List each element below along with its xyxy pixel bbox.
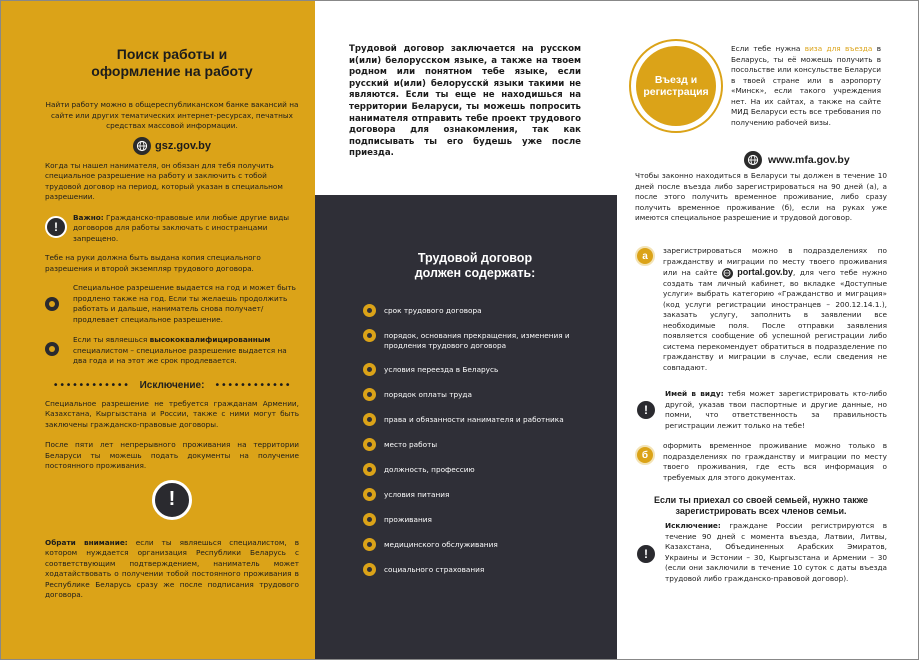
dots-left: •••••••••••• <box>52 379 130 391</box>
visa-paragraph <box>731 44 881 128</box>
globe-icon <box>744 151 762 169</box>
badge-line-1: Въезд и <box>654 73 698 86</box>
contract-language-section <box>315 1 617 195</box>
target-bullet-icon <box>363 304 376 317</box>
job-search-column <box>1 1 315 660</box>
target-bullet-icon <box>363 538 376 551</box>
list-item: срок трудового договора <box>363 305 587 317</box>
target-bullet-icon <box>363 363 376 376</box>
list-item: порядок, основания прекращения, изменения и продления трудового договора <box>363 330 587 351</box>
attention-paragraph <box>45 538 299 601</box>
target-bullet-icon <box>363 488 376 501</box>
highly-qualified-text <box>73 335 299 367</box>
badge-line-2: регистрация <box>643 86 709 98</box>
legal-stay-paragraph: Чтобы законно находиться в Беларуси ты должен в течение 10 дней после въезда либо зарегистрироваться на 90 дней (а), а после этого получить временное проживание, либо сразу получить временное проживание (б), если на руках уже имеются специальное разрешение и трудовой договор. <box>635 171 887 222</box>
list-item: должность, профессию <box>363 464 587 476</box>
hq-suffix: специалистом – специальное разрешение выдается на два года и на этот же срок продлевается. <box>73 345 287 365</box>
list-item: условия переезда в Беларусь <box>363 364 587 376</box>
target-bullet-icon <box>363 438 376 451</box>
globe-icon <box>133 137 151 155</box>
important-text <box>73 213 299 245</box>
title-line-1: Поиск работы и <box>116 46 228 62</box>
dots-right: •••••••••••• <box>214 379 292 391</box>
hq-bold: высококвалифицированным <box>149 335 271 344</box>
option-b-text: оформить временное проживание можно только в подразделениях по гражданству и миграции по месту твоего проживания, где есть вся информация о требуемых для этого документах. <box>663 441 887 482</box>
list-item: порядок оплаты труда <box>363 389 587 401</box>
exclamation-icon: ! <box>45 216 67 238</box>
job-search-intro: Найти работу можно в общереспубликанском банке вакансий на сайте или других тематических интернет-ресурсах, печатных средствах массовой информации. <box>45 100 299 130</box>
visa-prefix: Если тебе нужна <box>731 44 805 53</box>
target-bullet-icon <box>363 329 376 342</box>
list-item: социального страхования <box>363 564 587 576</box>
list-item: права и обязанности нанимателя и работника <box>363 414 587 426</box>
five-years-paragraph: После пяти лет непрерывного проживания на территории Беларуси ты можешь подать документы на получение постоянного проживания. <box>45 440 299 470</box>
gsz-site-link[interactable] <box>45 137 299 155</box>
important-body: Гражданско-правовые или любые другие виды договоров для работы заключать с иностранцами запрещено. <box>73 212 290 243</box>
job-search-title <box>45 46 299 80</box>
attention-body: если ты являешься специалистом, в котором нуждается организация Республики Беларусь с соответствующим подтверждением, наниматель может ходатайствовать о получении тобой постоянного проживания в Республике Беларусь сразу же после подписания трудового договора. <box>45 537 299 599</box>
permit-year-item <box>45 283 299 325</box>
letter-a-badge: а <box>635 246 655 266</box>
highly-qualified-item <box>45 335 299 367</box>
option-a-text: зарегистрироваться можно в подразделениях по гражданству и миграции по месту твоего проживания или на сайте portal.gov.by, для чего тебе нужно создать там личный кабинет, во вкладке «Доступные услуги» выбрать категорию «Гражданство и миграция» (код услуги регистрации иностранцев – 200.12.14.1.), заказать услугу, заполнить в заявлении все необходимые поля. После отправки заявления появляется сообщение об успешной регистрации либо система перекомендует обратиться в подразделение по гражданству и миграции в случае, если сведения не совпадают. <box>663 246 888 372</box>
contents-title-line-2: должен содержать: <box>414 266 536 280</box>
contract-contents-section <box>315 195 617 660</box>
permit-year-text: Специальное разрешение выдается на год и может быть продлено также на год. Если ты желаешь продолжить работать и дальше, наниматель снова получает/продлевает специальное разрешение. <box>73 283 296 324</box>
title-line-2: оформление на работу <box>91 63 253 79</box>
registration-exception <box>635 521 887 584</box>
contents-title-line-1: Трудовой договор <box>417 251 533 265</box>
family-registration-heading: Если ты приехал со своей семьей, нужно также зарегистрировать всех членов семьи. <box>653 495 869 516</box>
target-bullet-icon <box>45 342 59 356</box>
keep-in-mind-text <box>665 389 887 431</box>
list-item: условия питания <box>363 489 587 501</box>
registration-exception-text <box>665 521 887 584</box>
target-bullet-icon <box>363 388 376 401</box>
portal-link[interactable]: portal.gov.by <box>737 267 794 277</box>
contract-language-text: Трудовой договор заключается на русском и(или) белорусском языке, а также на твоем родном или понятном тебе языке, если русский и(или) белорусскй языки такими не являются. Если ты еще не находишься на территории Беларуси, ты можешь попросить нанимателя отправить тебе проект трудового договора для ознакомления, так как подписывать ты его будешь уже после приезда. <box>349 44 581 159</box>
target-bullet-icon <box>363 413 376 426</box>
target-bullet-icon <box>363 563 376 576</box>
contract-contents-list <box>363 305 587 576</box>
option-a-item <box>635 246 887 373</box>
entry-registration-badge <box>629 39 723 133</box>
warn-body: тебя может зарегистрировать кто-либо другой, указав твои паспортные и другие данные, но помни, что ответственность за правильность регистрации лежит только на тебе! <box>665 389 887 430</box>
contract-contents-title <box>363 251 587 281</box>
entry-registration-column <box>617 1 919 660</box>
target-bullet-icon <box>363 513 376 526</box>
keep-in-mind-note <box>635 389 887 431</box>
warn-label: Имей в виду: <box>665 389 724 398</box>
list-item: медицинского обслуживания <box>363 539 587 551</box>
list-item: место работы <box>363 439 587 451</box>
gsz-site-text: gsz.gov.by <box>154 139 212 152</box>
entry-badge-inner <box>636 46 716 126</box>
exception-paragraph: Специальное разрешение не требуется гражданам Армении, Казахстана, Кыргызстана и России, также с ними могут быть заключены гражданско-правовые договоры. <box>45 398 299 429</box>
copy-paragraph: Тебе на руки должна быть выдана копия специального разрешения и второй экземпляр трудового договора. <box>45 253 261 273</box>
hq-prefix: Если ты являешься <box>73 335 150 344</box>
exception-heading <box>45 380 299 391</box>
exc-label: Исключение: <box>665 521 721 530</box>
exclamation-icon: ! <box>635 399 657 421</box>
exception-title: Исключение: <box>139 379 205 391</box>
mfa-site-text: www.mfa.gov.by <box>768 154 850 166</box>
attention-label: Обрати внимание: <box>45 537 128 547</box>
target-bullet-icon <box>363 463 376 476</box>
exc-body: граждане России регистрируются в течение 90 дней с момента въезда, Латвии, Литвы, Казахстана, Объединенных Арабских Эмиратов, Украины и Эстонии – 30, Кыргызстана и Армении – 30 (если они заключили в течение 10 суток с даты въезда трудовой либо гражданско-правовой договор). <box>665 521 887 583</box>
exclamation-icon: ! <box>635 543 657 565</box>
visa-suffix: в Беларусь, ты её можешь получить в посольстве или консульстве Беларуси в твоей стране или в аэропорту «Минск», если такого учреждения нет. На их сайтах, а также на сайте МИД Беларуси есть все требования по получению рабочей визы. <box>731 44 881 127</box>
globe-icon <box>722 268 733 279</box>
visa-link[interactable]: виза для въезда <box>804 44 873 53</box>
list-item: проживания <box>363 514 587 526</box>
employer-paragraph: Когда ты нашел нанимателя, он обязан для тебя получить специальное разрешение на работу и заключить с тобой трудовой договор на период, который указан в специальном разрешении. <box>45 160 283 201</box>
important-label: Важно: <box>73 212 104 222</box>
important-note <box>45 213 299 245</box>
mfa-site-link[interactable] <box>744 151 850 169</box>
option-b-item <box>635 441 887 483</box>
exclamation-icon: ! <box>152 480 192 520</box>
letter-b-badge: б <box>635 445 655 465</box>
target-bullet-icon <box>45 297 59 311</box>
